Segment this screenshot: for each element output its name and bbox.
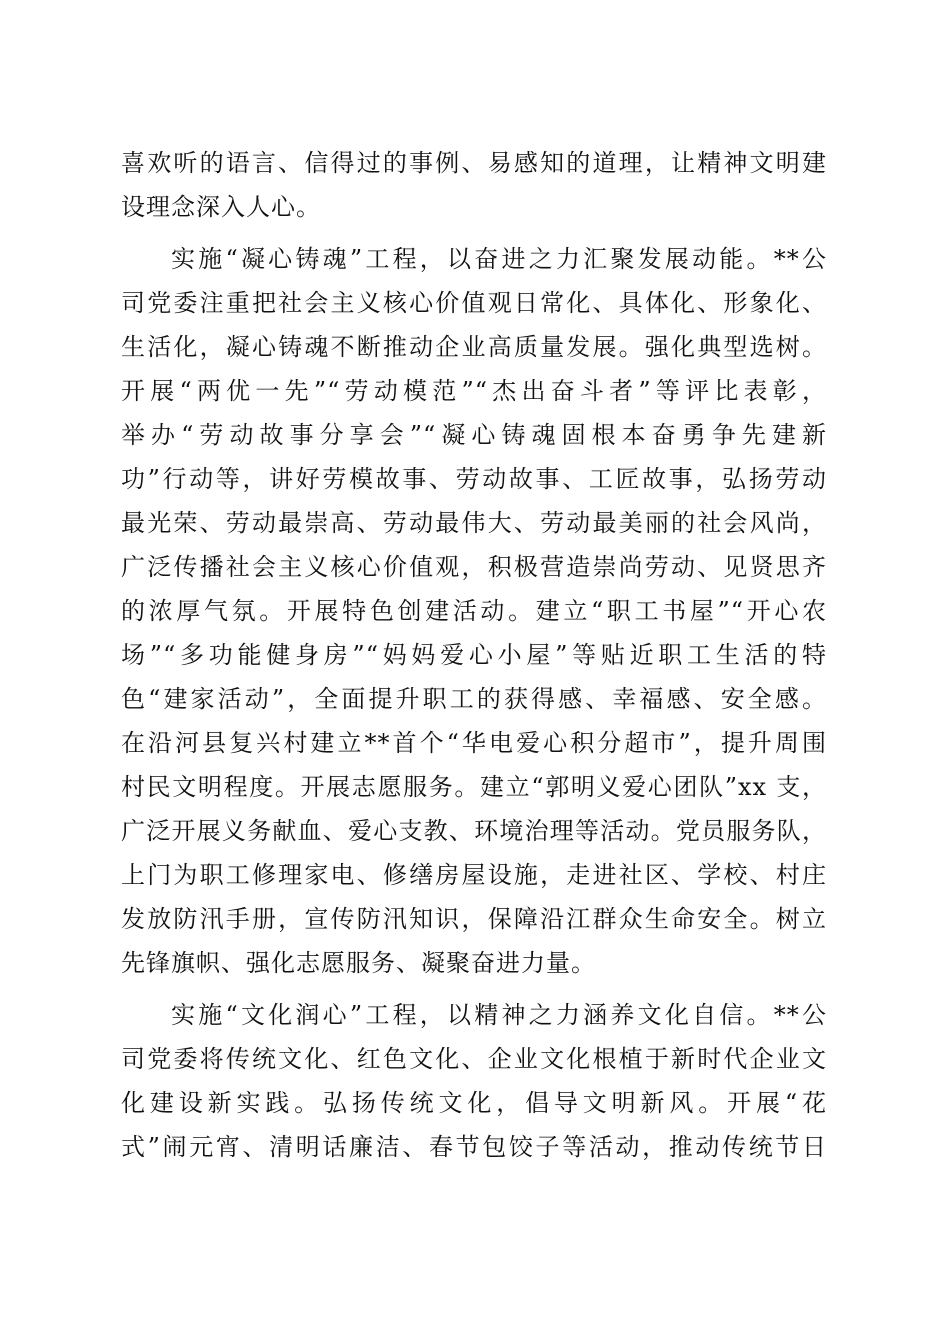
text-line: 色“建家活动”，全面提升职工的获得感、幸福感、安全感。 [121, 685, 827, 713]
text-line: 司党委注重把社会主义核心价值观日常化、具体化、形象化、 [121, 289, 827, 317]
paragraph-wenhua-runxin [121, 993, 827, 1169]
text-line: 场”“多功能健身房”“妈妈爱心小屋”等贴近职工生活的特 [121, 641, 827, 669]
text-line: 村民文明程度。开展志愿服务。建立“郭明义爱心团队”xx 支， [121, 773, 827, 801]
text-line: 生活化，凝心铸魂不断推动企业高质量发展。强化典型选树。 [121, 333, 827, 361]
text-line: 最光荣、劳动最崇高、劳动最伟大、劳动最美丽的社会风尚， [121, 509, 827, 537]
text-line: 上门为职工修理家电、修缮房屋设施，走进社区、学校、村庄 [121, 861, 827, 889]
text-line: 发放防汛手册，宣传防汛知识，保障沿江群众生命安全。树立 [121, 905, 827, 933]
paragraph-ningxin-zhuhun [121, 237, 827, 985]
text-line: 喜欢听的语言、信得过的事例、易感知的道理，让精神文明建 [121, 149, 827, 177]
text-line: 式”闹元宵、清明话廉洁、春节包饺子等活动，推动传统节日 [121, 1133, 827, 1161]
text-line: 功”行动等，讲好劳模故事、劳动故事、工匠故事，弘扬劳动 [121, 465, 827, 493]
text-line: 广泛传播社会主义核心价值观，积极营造崇尚劳动、见贤思齐 [121, 553, 827, 581]
text-line: 化建设新实践。弘扬传统文化，倡导文明新风。开展“花 [121, 1089, 827, 1117]
text-line: 司党委将传统文化、红色文化、企业文化根植于新时代企业文 [121, 1045, 827, 1073]
text-line: 实施“凝心铸魂”工程，以奋进之力汇聚发展动能。**公 [171, 245, 827, 273]
text-line: 先锋旗帜、强化志愿服务、凝聚奋进力量。 [121, 949, 596, 977]
text-line: 在沿河县复兴村建立**首个“华电爱心积分超市”，提升周围 [121, 729, 827, 757]
text-line: 的浓厚气氛。开展特色创建活动。建立“职工书屋”“开心农 [121, 597, 827, 625]
text-line: 设理念深入人心。 [121, 193, 321, 221]
text-line: 广泛开展义务献血、爱心支教、环境治理等活动。党员服务队， [121, 817, 827, 845]
text-line: 实施“文化润心”工程，以精神之力涵养文化自信。**公 [171, 1001, 827, 1029]
document-body [121, 141, 827, 1169]
paragraph-continuation [121, 141, 827, 229]
text-line: 开展“两优一先”“劳动模范”“杰出奋斗者”等评比表彰， [121, 377, 827, 405]
text-line: 举办“劳动故事分享会”“凝心铸魂固根本奋勇争先建新 [121, 421, 827, 449]
